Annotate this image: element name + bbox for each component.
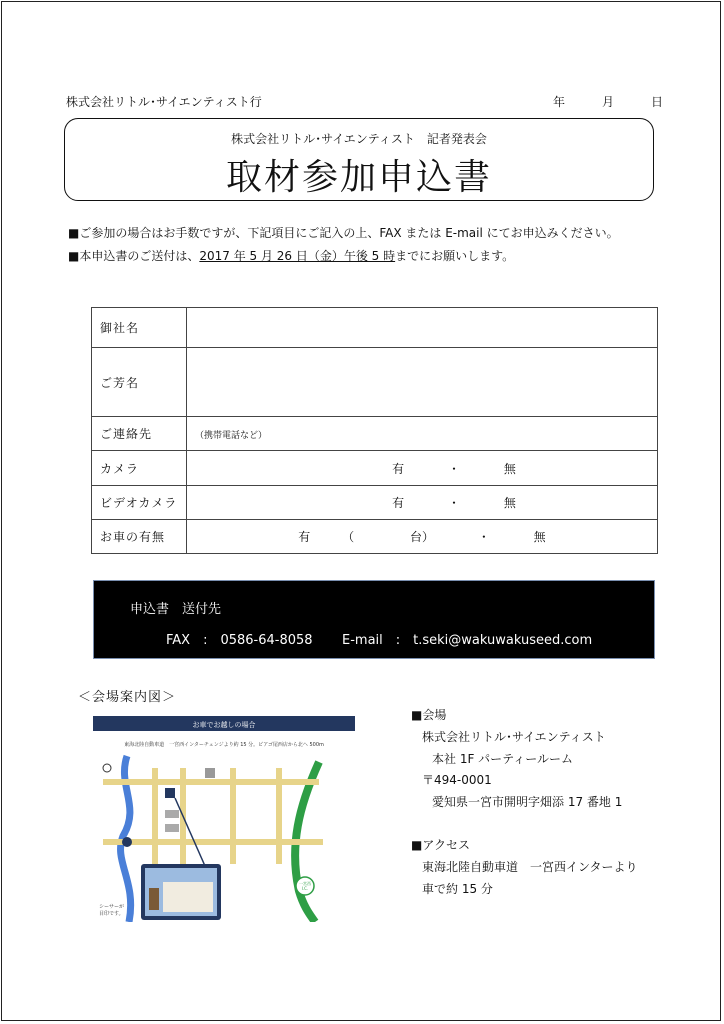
access-line-1: 東海北陸自動車道 一宮西インターより (422, 860, 638, 874)
ic-label-2: I.C. (301, 886, 309, 891)
map-building (165, 810, 179, 818)
date-year: 年 (553, 95, 566, 109)
date-month: 月 (601, 95, 614, 109)
note-line-1: ■ご参加の場合はお手数ですが、下記項目にご記入の上、FAX または E-mail にてお申込みください。 (68, 226, 619, 240)
camera-label: カメラ (92, 451, 187, 486)
name-field[interactable] (187, 348, 658, 417)
statue-note-2: 目印です。 (99, 911, 124, 917)
camera-dot: ・ (447, 461, 460, 476)
car-label: お車の有無 (92, 520, 187, 554)
access-heading (411, 836, 470, 853)
video-label: ビデオカメラ (92, 486, 187, 520)
fax-number: FAX : 0586-64-8058 (166, 633, 313, 648)
venue-map (93, 716, 355, 922)
venue-postal: 〒494-0001 (422, 773, 492, 787)
addressee: 株式会社リトル･サイエンティスト行 (66, 95, 262, 109)
send-to-box (93, 580, 655, 659)
venue-address: 愛知県一宮市開明字畑添 17 番地 1 (432, 795, 623, 809)
car-dot: ・ (477, 530, 490, 544)
route-marker-icon (122, 837, 132, 847)
name-label: ご芳名 (92, 348, 187, 417)
car-choice (187, 520, 658, 554)
date-day: 日 (650, 95, 663, 109)
car-units: 台） (409, 530, 434, 544)
note-line-2 (68, 247, 514, 264)
camera-choice (187, 451, 658, 486)
contact-label: ご連絡先 (92, 417, 187, 451)
company-field[interactable] (187, 308, 658, 348)
venue-heading-text: ■ 会場 (411, 708, 446, 722)
video-choice (187, 486, 658, 520)
send-title: 申込書 送付先 (130, 602, 222, 617)
note-line-2-post: までにお願いします。 (395, 249, 515, 263)
title-subtitle: 株式会社リトル･サイエンティスト 記者発表会 (231, 132, 487, 146)
statue-note-1: シーサーが (99, 904, 125, 910)
date-fields (553, 93, 663, 110)
video-dot: ・ (447, 496, 460, 510)
page-title: 取材参加申込書 (225, 157, 492, 198)
car-paren-open: （ (342, 530, 355, 544)
video-no[interactable]: 無 (503, 496, 516, 510)
map-caption: 東海北陸自動車道 一宮西インターチェンジより約 15 分。ビアゴ尾西店から北へ 500m (124, 742, 324, 748)
email-address[interactable]: E-mail : t.seki@wakuwakuseed.com (342, 633, 593, 648)
map-banner-text: お車でお越しの場合 (192, 721, 256, 729)
ic-label-1: 一宮西 (299, 881, 311, 886)
car-yes[interactable]: 有 (298, 530, 311, 544)
title-box (64, 118, 654, 201)
venue-room: 本社 1F パーティールーム (432, 752, 573, 766)
venue-photo-building (163, 882, 213, 912)
map-venue-marker (165, 788, 175, 798)
camera-no[interactable]: 無 (503, 461, 516, 476)
contact-field[interactable] (187, 417, 658, 451)
map-title: ＜会場案内図＞ (78, 690, 177, 705)
access-line-2: 車で約 15 分 (422, 882, 493, 896)
camera-yes[interactable]: 有 (392, 461, 405, 476)
map-building (165, 824, 179, 832)
note-line-2-pre: ■本申込書のご送付は、 (68, 249, 200, 263)
venue-company: 株式会社リトル･サイエンティスト (422, 730, 606, 744)
deadline-date: 2017 年 5 月 26 日（金）午後 5 時 (199, 249, 396, 263)
company-label: 御社名 (92, 308, 187, 348)
map-building (205, 768, 215, 778)
venue-heading (411, 706, 446, 723)
contact-hint: （携帯電話など） (195, 430, 268, 441)
shisa-statue-icon (149, 888, 159, 910)
application-form (91, 307, 658, 554)
access-heading-text: ■ アクセス (411, 838, 470, 852)
car-no[interactable]: 無 (533, 530, 546, 544)
video-yes[interactable]: 有 (392, 496, 405, 510)
